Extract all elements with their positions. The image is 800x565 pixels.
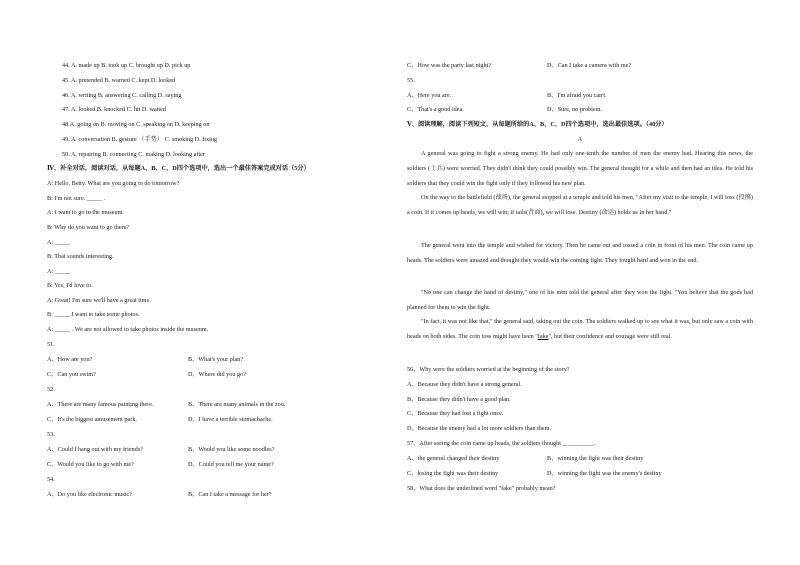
question-number-55: 55. (407, 77, 415, 84)
cloze-item-44: 44. A. made up B. took up C. brought up D. pick up (62, 62, 191, 69)
cloze-item-48: 48.A. going on B. moving on C. speaking on D. keeping on (62, 121, 210, 128)
option-56b: B、Because they didn't have a good plan. (407, 396, 511, 403)
paragraph-text: A general was going to fight a strong enemy. He had only one-tenth the number of men the enemy had. Hearing this news, the soldiers (士兵) were worried. They didn't think they could possibly win. The general thought for a while and then had an idea. He told his soldiers that they could win the fight only if they followed his new plan. (407, 150, 753, 187)
dialogue-line: A: Great! I'm sure we'll have a great time. (47, 297, 151, 304)
option-53d: D、Could you tell me your name? (188, 461, 274, 468)
paragraph-text: The general went into the temple and wished for victory. Then he came out and tossed a coin in front of his men. The coin came up heads. The soldiers were amazed and thought they would win the coming fight. They fought hard and won in the end. (407, 242, 753, 264)
option-57c: C、losing the fight was their destiny (407, 470, 499, 477)
section-5-heading: Ⅴ、阅读理解，阅读下列短文，从每题所给的A、B、C、D四个选项中，选出最佳选项。（40分） (407, 121, 668, 128)
option-53c: C、Would you like to go with me? (47, 461, 134, 468)
option-51a: A、How are you? (47, 356, 93, 363)
paragraph-text: "No one can change the hand of destiny," one of his men told the general after they won the fight. "You believe that the gods had planned for them to win the fight. (407, 289, 753, 311)
passage-paragraph-2 (407, 191, 753, 221)
cloze-item-47: 47. A. looked B. knocked C. hit D. waited (62, 106, 166, 113)
question-number-51: 51. (47, 341, 55, 348)
option-51d: D、Where did you go? (188, 371, 246, 378)
cloze-item-49: 49. A. conversation B. gesture （手势） C. smoking D. fixing (62, 136, 218, 143)
passage-paragraph-3 (407, 239, 753, 269)
question-58-stem: 58、What does the underlined word "fake" probably mean? (407, 485, 556, 492)
question-number-52: 52. (47, 386, 55, 393)
option-56d: D、Because the enemy had a lot more soldiers than them. (407, 425, 551, 432)
cloze-item-46: 46. A. writing B. answering C. calling D. saying (62, 92, 182, 99)
paragraph-text: "In fact, it was not like that," the general said, taking out the coin. The soldiers walked up to see what it was, but only saw a coin with heads on both sides. The coin toss might have been " (407, 318, 753, 340)
dialogue-line: A: _____ (47, 239, 71, 246)
option-56c: C、Because they had lost a fight once. (407, 410, 504, 417)
option-51b: B、What's your plan? (188, 356, 244, 363)
question-57-stem: 57、After seeing the coin came up heads, the soldiers thought __________. (407, 440, 595, 447)
dialogue-line: B: I'm not sure. _____ . (47, 195, 106, 202)
question-56-stem: 56、Why were the soldiers worried at the beginning of the story? (407, 366, 570, 373)
dialogue-line: B: Yes, I'd love to. (47, 282, 93, 289)
passage-label: A (577, 136, 583, 143)
option-57a: A、the general changed their destiny (407, 455, 500, 462)
option-55b: B、I'm afraid you can't. (547, 92, 607, 99)
option-53a: A、Could I hang out with my friends? (47, 446, 143, 453)
option-54a: A、Do you like electronic music? (47, 491, 132, 498)
option-52b: B、There are many animals in the zoo. (188, 401, 286, 408)
dialogue-line: B: That sounds interesting. (47, 253, 114, 260)
option-52d: D、I have a terrible stomachache. (188, 416, 273, 423)
dialogue-line: B: Why do you want to go there? (47, 224, 130, 231)
question-number-54: 54. (47, 476, 55, 483)
option-57b: B、winning the fight was their destiny (547, 455, 644, 462)
passage-paragraph-4 (407, 286, 753, 316)
option-54b: B、Can I take a message for her? (188, 491, 272, 498)
option-51c: C、Can you swim? (47, 371, 96, 378)
dialogue-line: A: Hello, Betty. What are you going to do tomorrow? (47, 180, 180, 187)
cloze-item-45: 45. A. pretended B. warned C. kept D. looked (62, 77, 176, 84)
option-55c: C、That's a good idea. (407, 106, 464, 113)
option-54d: D、Can I take a camera with me? (547, 62, 632, 69)
option-52a: A、There are many famous painting there. (47, 401, 154, 408)
dialogue-line: A: _____ . We are not allowed to take photos inside the museum. (47, 326, 209, 333)
paragraph-text: ", but their confidence and courage were still real. (548, 332, 672, 340)
passage-paragraph-1 (407, 147, 753, 191)
option-55a: A、Here you are. (407, 92, 452, 99)
cloze-item-50: 50. A. repairing B. connecting C. making D. looking after (62, 151, 205, 158)
dialogue-line: B: _____ I want to take some photos. (47, 311, 140, 318)
underlined-word-fake: fake (537, 332, 549, 340)
dialogue-line: A: I want to go to the museum. (47, 209, 124, 216)
option-55d: D、Sure, no problem. (547, 106, 602, 113)
option-53b: B、Would you like some noodles? (188, 446, 275, 453)
option-57d: D、winning the fight was the enemy's destiny (547, 470, 662, 477)
question-number-53: 53. (47, 431, 55, 438)
section-4-heading: Ⅳ、补全对话，阅读对话，从每题A、B、C、D四个选项中，选出一个最佳答案完成对话（5分） (47, 165, 310, 172)
paragraph-text: On the way to the battlefield (战场), the general stopped at a temple and told his men, "After my visit to the temple, I will toss (投掷) a coin. If it comes up heads, we will win; if tails(背面), we will lose. Destiny (命运) holds us in her hand." (407, 194, 753, 216)
option-52c: C、It's the biggest amusement park. (47, 416, 137, 423)
passage-paragraph-5 (407, 315, 753, 345)
dialogue-line: A: _____ (47, 268, 71, 275)
option-56a: A、Because they didn't have a strong general. (407, 381, 522, 388)
option-54c: C、How was the party last night? (407, 62, 492, 69)
